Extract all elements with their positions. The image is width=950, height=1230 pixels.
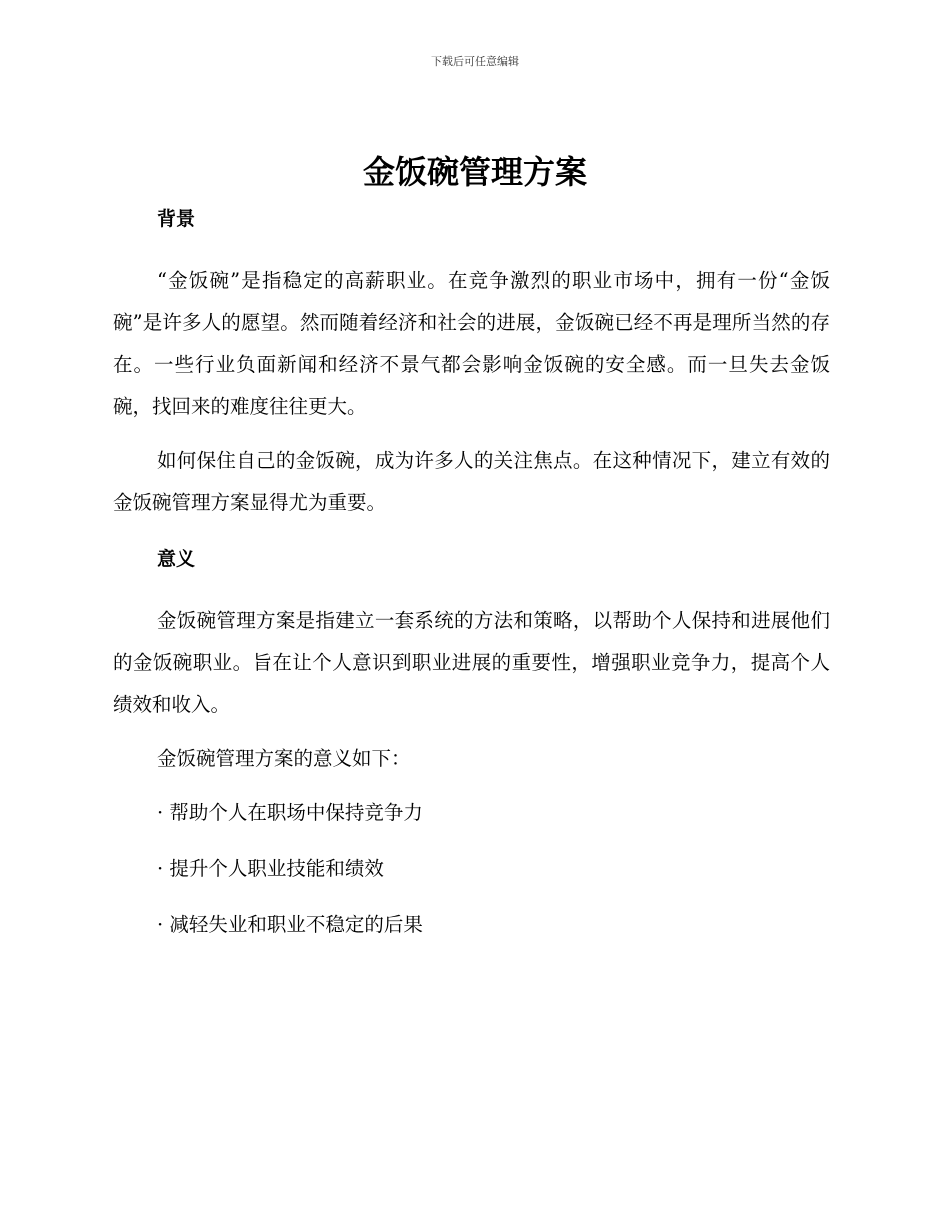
section-significance — [113, 542, 830, 946]
document-title: 金饭碗管理方案 — [362, 153, 587, 191]
paragraph: “金饭碗”是指稳定的高薪职业。在竞争激烈的职业市场中，拥有一份“金饭碗”是许多人的愿望。然而随着经济和社会的进展，金饭碗已经不再是理所当然的存在。一些行业负面新闻和经济不景气都会影响金饭碗的安全感。而一旦失去金饭碗，找回来的难度往往更大。 — [113, 269, 830, 418]
section-background — [113, 202, 830, 524]
bullet-item: · 帮助个人在职场中保持竞争力 — [157, 801, 423, 824]
section-heading-significance: 意义 — [157, 548, 196, 570]
section-heading-background: 背景 — [157, 208, 196, 230]
document-body — [113, 202, 830, 960]
paragraph: 金饭碗管理方案是指建立一套系统的方法和策略，以帮助个人保持和进展他们的金饭碗职业。旨在让个人意识到职业进展的重要性，增强职业竞争力，提高个人绩效和收入。 — [113, 609, 830, 716]
page-header-note: 下载后可任意编辑 — [431, 55, 519, 68]
paragraph: 金饭碗管理方案的意义如下： — [157, 747, 411, 770]
paragraph: 如何保住自己的金饭碗，成为许多人的关注焦点。在这种情况下，建立有效的金饭碗管理方案显得尤为重要。 — [113, 449, 830, 514]
bullet-list — [113, 792, 830, 946]
bullet-item: · 提升个人职业技能和绩效 — [157, 857, 384, 880]
bullet-item: · 减轻失业和职业不稳定的后果 — [157, 913, 423, 936]
